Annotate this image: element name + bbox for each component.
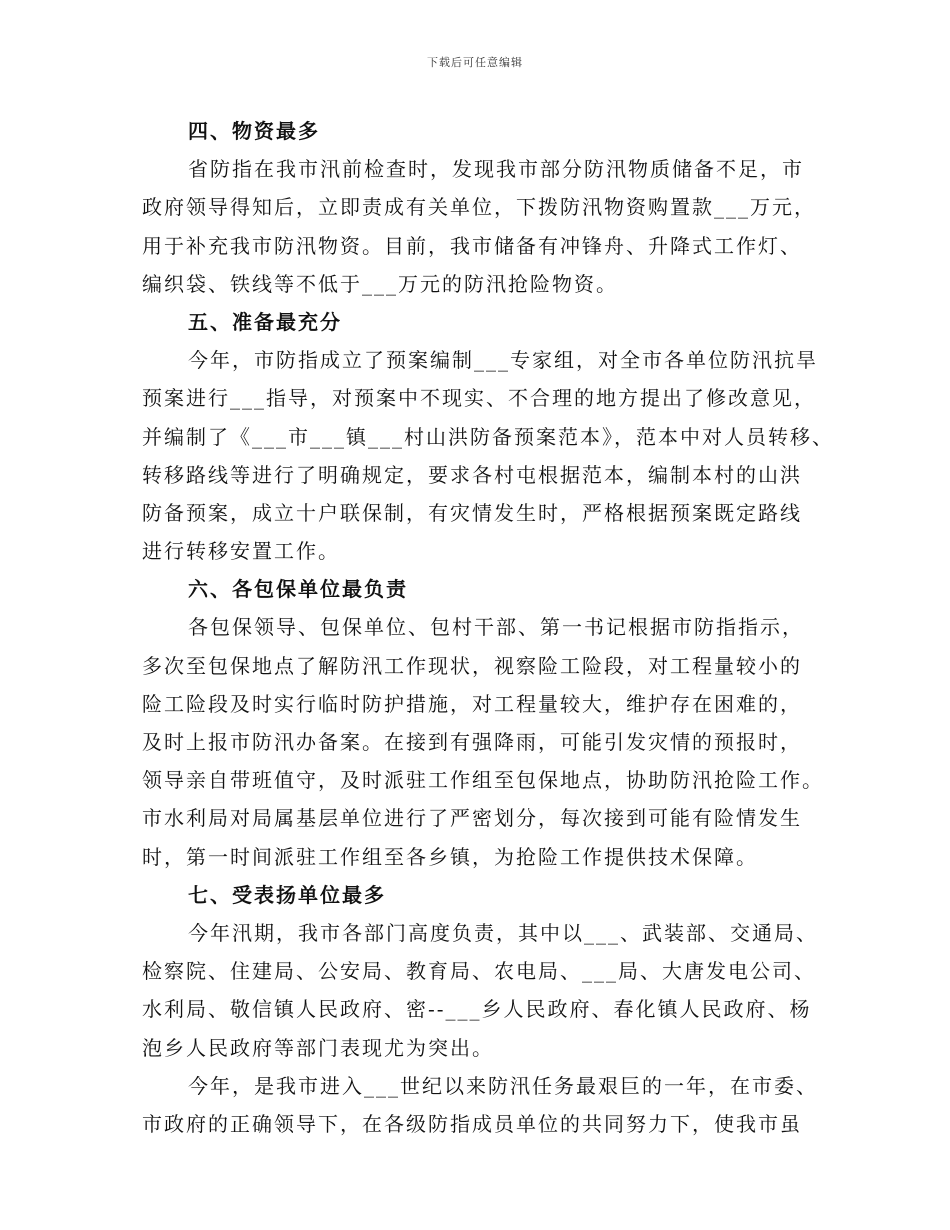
paragraph-line: 进行转移安置工作。 bbox=[142, 539, 340, 564]
paragraph-line: 政府领导得知后，立即责成有关单位，下拨防汛物资购置款___万元， bbox=[142, 195, 816, 220]
paragraph-line: 各包保领导、包保单位、包村干部、第一书记根据市防指指示， bbox=[188, 615, 804, 640]
section-heading-6: 六、各包保单位最负责 bbox=[188, 577, 408, 602]
paragraph-line: 今年，是我市进入___世纪以来防汛任务最艰巨的一年，在市委、 bbox=[188, 1073, 818, 1098]
paragraph-line: 用于补充我市防汛物资。目前，我市储备有冲锋舟、升降式工作灯、 bbox=[142, 233, 802, 258]
paragraph-line: 今年，市防指成立了预案编制___专家组，对全市各单位防汛抗旱 bbox=[188, 348, 818, 373]
paragraph-line: 泡乡人民政府等部门表现尤为突出。 bbox=[142, 1035, 494, 1060]
paragraph-line: 多次至包保地点了解防汛工作现状，视察险工险段，对工程量较小的 bbox=[142, 653, 802, 678]
paragraph-line: 时，第一时间派驻工作组至各乡镇，为抢险工作提供技术保障。 bbox=[142, 844, 758, 869]
paragraph-line: 预案进行___指导，对预案中不现实、不合理的地方提出了修改意见， bbox=[142, 386, 816, 411]
paragraph-line: 水利局、敬信镇人民政府、密--___乡人民政府、春化镇人民政府、杨 bbox=[142, 997, 812, 1022]
paragraph-line: 防备预案，成立十户联保制，有灾情发生时，严格根据预案既定路线 bbox=[142, 500, 802, 525]
section-heading-7: 七、受表扬单位最多 bbox=[188, 882, 386, 907]
paragraph-line: 及时上报市防汛办备案。在接到有强降雨，可能引发灾情的预报时， bbox=[142, 730, 802, 754]
section-heading-5: 五、准备最充分 bbox=[188, 309, 342, 334]
paragraph-line: 市政府的正确领导下，在各级防指成员单位的共同努力下，使我市虽 bbox=[142, 1111, 802, 1136]
paragraph-line: 险工险段及时实行临时防护措施，对工程量较大，维护存在困难的， bbox=[142, 691, 802, 716]
document-body bbox=[142, 112, 832, 1143]
section-heading-4: 四、物资最多 bbox=[188, 119, 320, 143]
paragraph-line: 省防指在我市汛前检查时，发现我市部分防汛物质储备不足，市 bbox=[188, 157, 804, 182]
paragraph-line: 市水利局对局属基层单位进行了严密划分，每次接到可能有险情发生 bbox=[142, 806, 802, 831]
paragraph-line: 检察院、住建局、公安局、教育局、农电局、___局、大唐发电公司、 bbox=[142, 959, 816, 984]
paragraph-line: 今年汛期，我市各部门高度负责，其中以___、武装部、交通局、 bbox=[188, 920, 818, 945]
paragraph-line: 转移路线等进行了明确规定，要求各村屯根据范本，编制本村的山洪 bbox=[142, 462, 802, 487]
header-note: 下载后可任意编辑 bbox=[427, 56, 523, 69]
paragraph-line: 领导亲自带班值守，及时派驻工作组至包保地点，协助防汛抢险工作。 bbox=[142, 768, 824, 793]
paragraph-line: 并编制了《___市___镇___村山洪防备预案范本》，范本中对人员转移、 bbox=[142, 424, 834, 449]
paragraph-line: 编织袋、铁线等不低于___万元的防汛抢险物资。 bbox=[142, 271, 618, 296]
